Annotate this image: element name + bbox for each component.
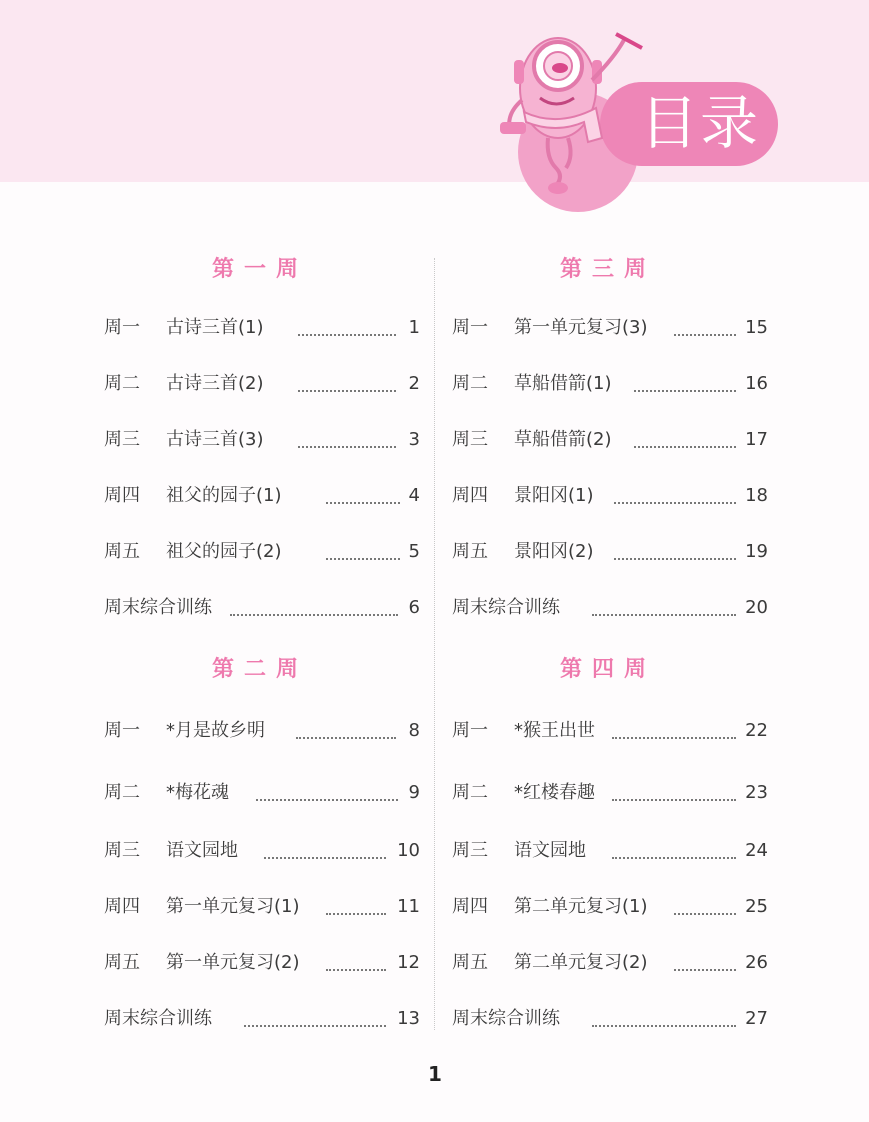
entry-day: 周一: [452, 720, 488, 741]
entry-lesson: 草船借箭(1): [514, 373, 612, 394]
entry-page: 16: [745, 373, 768, 394]
entry-lesson: 古诗三首(1): [166, 317, 264, 338]
entry-day: 周二: [104, 373, 140, 394]
dot-leader: [674, 887, 736, 915]
week-title-3: 第三周: [559, 257, 656, 282]
entry-lesson: 第一单元复习(2): [166, 952, 300, 973]
dot-leader: [674, 308, 736, 336]
entry-page: 17: [745, 429, 768, 450]
entry-lesson: 祖父的园子(2): [166, 541, 282, 562]
dot-leader: [674, 943, 736, 971]
dot-leader: [230, 588, 398, 616]
toc-entry[interactable]: [104, 595, 420, 621]
entry-lesson: 第二单元复习(2): [514, 952, 648, 973]
entry-page: 19: [745, 541, 768, 562]
toc-entry[interactable]: [452, 718, 768, 744]
entry-lesson: 古诗三首(2): [166, 373, 264, 394]
toc-entry[interactable]: [452, 838, 768, 864]
entry-page: 3: [408, 429, 420, 450]
entry-day: 周四: [452, 485, 488, 506]
entry-lesson: 第一单元复习(1): [166, 896, 300, 917]
toc-entry[interactable]: [104, 371, 420, 397]
dot-leader: [612, 711, 736, 739]
entry-day: 周三: [104, 429, 140, 450]
entry-page: 13: [397, 1008, 420, 1029]
entry-day: 周五: [104, 952, 140, 973]
entry-page: 1: [408, 317, 420, 338]
dot-leader: [614, 532, 736, 560]
entry-page: 12: [397, 952, 420, 973]
dot-leader: [296, 711, 396, 739]
dot-leader: [614, 476, 736, 504]
toc-entry[interactable]: [104, 780, 420, 806]
entry-day: 周四: [452, 896, 488, 917]
entry-day: 周五: [104, 541, 140, 562]
entry-lesson: *猴王出世: [514, 720, 595, 741]
entry-day: 周末综合训练: [452, 1008, 560, 1029]
entry-day: 周二: [452, 373, 488, 394]
entry-day: 周末综合训练: [104, 1008, 212, 1029]
entry-lesson: *红楼春趣: [514, 782, 595, 803]
entry-lesson: 语文园地: [166, 840, 238, 861]
toc-entry[interactable]: [104, 1006, 420, 1032]
week-title-2: 第二周: [211, 657, 308, 682]
dot-leader: [264, 831, 386, 859]
toc-entry[interactable]: [104, 838, 420, 864]
entry-page: 10: [397, 840, 420, 861]
dot-leader: [244, 999, 386, 1027]
dot-leader: [592, 588, 736, 616]
entry-page: 5: [408, 541, 420, 562]
toc-entry[interactable]: [452, 780, 768, 806]
entry-page: 15: [745, 317, 768, 338]
dot-leader: [298, 364, 396, 392]
dot-leader: [592, 999, 736, 1027]
entry-day: 周三: [452, 840, 488, 861]
entry-lesson: *月是故乡明: [166, 720, 265, 741]
entry-lesson: 古诗三首(3): [166, 429, 264, 450]
dot-leader: [326, 476, 400, 504]
toc-entry[interactable]: [452, 539, 768, 565]
dot-leader: [612, 831, 736, 859]
entry-lesson: 第一单元复习(3): [514, 317, 648, 338]
page-title: 目录: [640, 89, 761, 157]
robot-mascot-icon: [496, 18, 656, 200]
dot-leader: [634, 420, 736, 448]
entry-day: 周二: [452, 782, 488, 803]
entry-page: 24: [745, 840, 768, 861]
entry-day: 周五: [452, 541, 488, 562]
entry-lesson: 语文园地: [514, 840, 586, 861]
toc-entry[interactable]: [104, 483, 420, 509]
entry-day: 周二: [104, 782, 140, 803]
dot-leader: [256, 773, 398, 801]
entry-page: 18: [745, 485, 768, 506]
entry-lesson: 草船借箭(2): [514, 429, 612, 450]
entry-day: 周末综合训练: [104, 597, 212, 618]
column-divider: [434, 258, 435, 1030]
entry-page: 23: [745, 782, 768, 803]
entry-page: 26: [745, 952, 768, 973]
toc-entry[interactable]: [104, 427, 420, 453]
toc-entry[interactable]: [452, 483, 768, 509]
entry-day: 周五: [452, 952, 488, 973]
toc-entry[interactable]: [104, 950, 420, 976]
toc-entry[interactable]: [452, 427, 768, 453]
dot-leader: [612, 773, 736, 801]
entry-lesson: 祖父的园子(1): [166, 485, 282, 506]
entry-page: 11: [397, 896, 420, 917]
entry-page: 4: [408, 485, 420, 506]
entry-day: 周四: [104, 485, 140, 506]
dot-leader: [326, 887, 386, 915]
entry-lesson: *梅花魂: [166, 782, 229, 803]
toc-entry[interactable]: [452, 371, 768, 397]
dot-leader: [298, 308, 396, 336]
entry-day: 周三: [104, 840, 140, 861]
entry-day: 周一: [104, 720, 140, 741]
entry-page: 6: [408, 597, 420, 618]
dot-leader: [298, 420, 396, 448]
week-title-4: 第四周: [559, 657, 656, 682]
toc-entry[interactable]: [104, 718, 420, 744]
dot-leader: [326, 532, 400, 560]
entry-lesson: 景阳冈(2): [514, 541, 594, 562]
toc-entry[interactable]: [452, 315, 768, 341]
toc-entry[interactable]: [452, 1006, 768, 1032]
toc-entry[interactable]: [452, 595, 768, 621]
entry-page: 27: [745, 1008, 768, 1029]
toc-entry[interactable]: [104, 539, 420, 565]
entry-page: 25: [745, 896, 768, 917]
toc-entry[interactable]: [104, 894, 420, 920]
toc-entry[interactable]: [452, 894, 768, 920]
entry-day: 周四: [104, 896, 140, 917]
entry-day: 周一: [104, 317, 140, 338]
page-number: 1: [428, 1062, 442, 1086]
entry-day: 周末综合训练: [452, 597, 560, 618]
toc-entry[interactable]: [452, 950, 768, 976]
entry-day: 周三: [452, 429, 488, 450]
entry-page: 20: [745, 597, 768, 618]
entry-lesson: 第二单元复习(1): [514, 896, 648, 917]
entry-day: 周一: [452, 317, 488, 338]
dot-leader: [634, 364, 736, 392]
week-title-1: 第一周: [211, 257, 308, 282]
entry-page: 2: [408, 373, 420, 394]
entry-page: 9: [408, 782, 420, 803]
entry-page: 8: [408, 720, 420, 741]
toc-entry[interactable]: [104, 315, 420, 341]
dot-leader: [326, 943, 386, 971]
entry-lesson: 景阳冈(1): [514, 485, 594, 506]
entry-page: 22: [745, 720, 768, 741]
